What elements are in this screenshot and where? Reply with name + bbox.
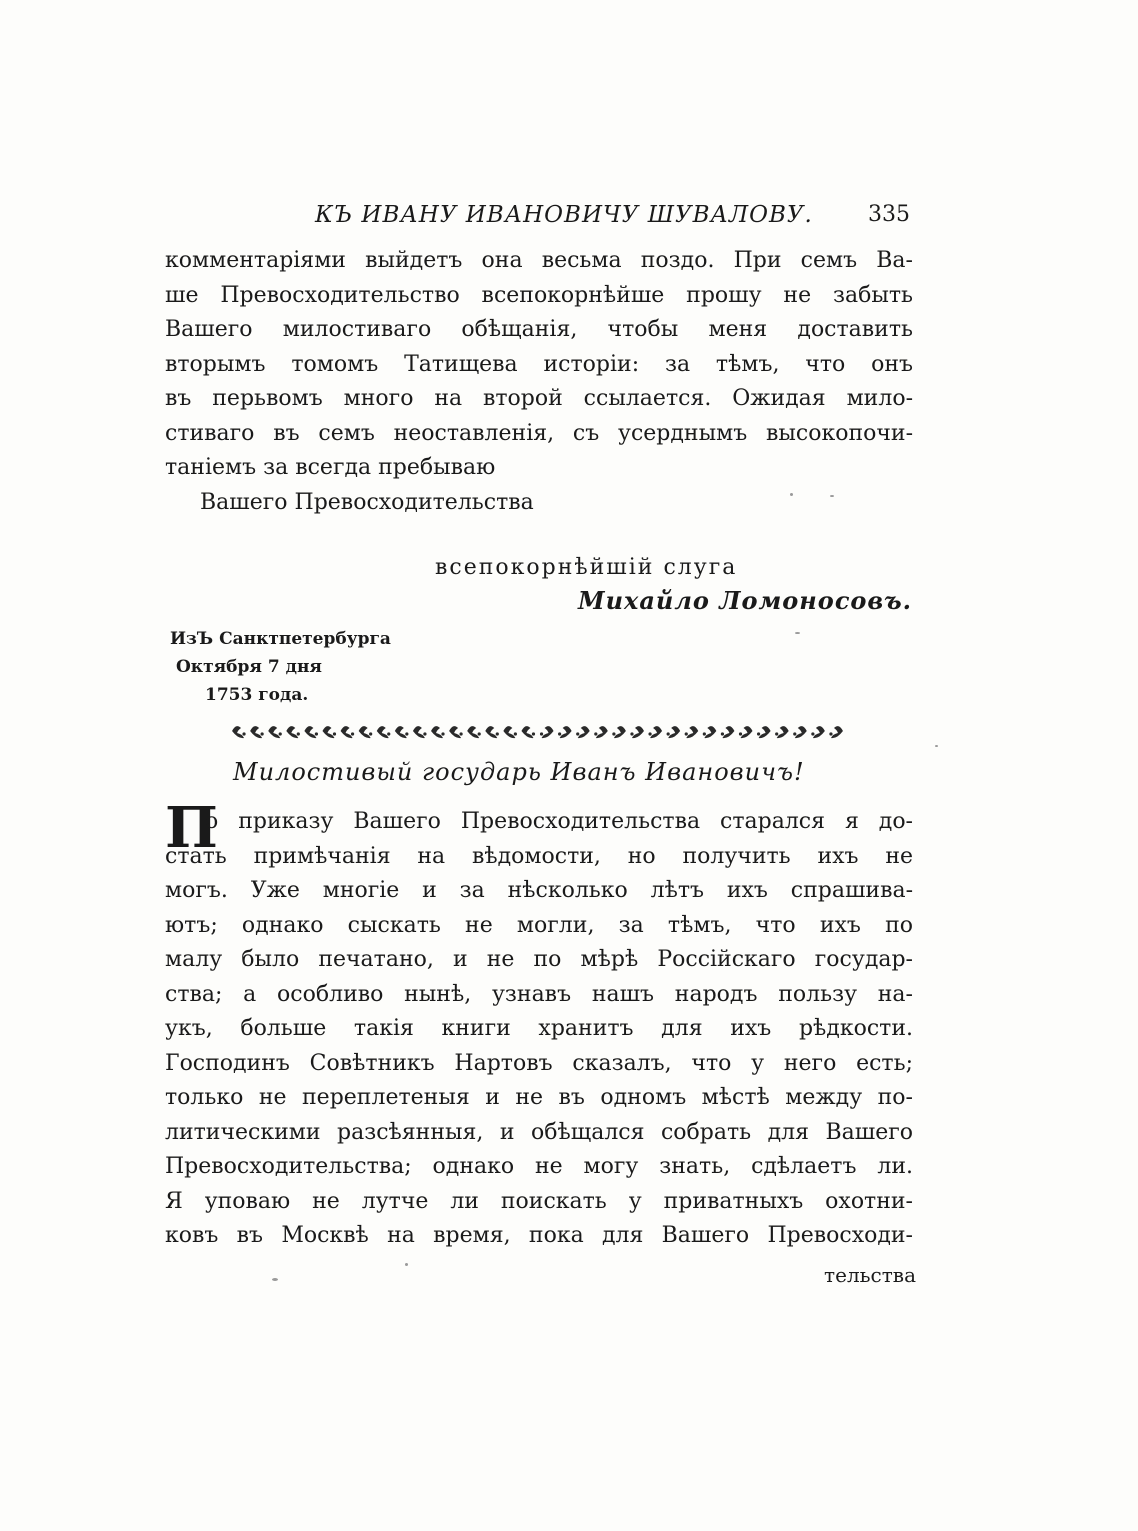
signature: Михайло Ломоносовъ. [578,586,912,615]
text-line: стать примѣчанія на вѣдомости, но получить ихъ не [165,843,913,869]
paper-speck [790,493,793,496]
fleuron [413,726,425,738]
text-line: въ перьвомъ много на второй ссылается. Ожидая мило- [165,386,913,411]
fleuron-dot [441,732,444,735]
fleuron [795,726,807,738]
text-line: Превосходительства; однако не могу знать, сдѣлаетъ ли. [165,1154,913,1179]
fleuron [268,726,280,738]
fleuron-dot [242,732,245,735]
text-line: Вашего милостиваго обѣщанія, чтобы меня доставить [165,317,913,342]
paper-speck [405,1263,408,1266]
fleuron-dot [261,732,264,735]
page-number: 335 [868,202,910,227]
fleuron [686,726,698,738]
fleuron [542,726,554,738]
fleuron-dot [594,732,597,735]
running-title: КЪ ИВАНУ ИВАНОВИЧУ ШУВАЛОВУ. [315,202,813,228]
fleuron [632,726,644,738]
fleuron-dot [405,732,408,735]
fleuron [395,726,407,738]
fleuron [741,726,753,738]
paper-speck [935,745,938,747]
catchword: тельства [824,1263,916,1287]
fleuron [614,726,626,738]
fleuron [431,726,443,738]
text-line: только не переплетеныя и не въ одномъ мѣстѣ между по- [165,1085,913,1110]
fleuron [449,726,461,738]
fleuron-dot [648,732,651,735]
drop-cap: П [165,795,218,861]
dateline-year: 1753 года. [205,685,309,705]
fleuron [722,726,734,738]
fleuron [668,726,680,738]
fleuron-dot [630,732,633,735]
fleuron [831,726,843,738]
new-letter-body [165,805,913,1254]
text-line: комментаріями выйдетъ она весьма поздо. При семъ Ва- [165,248,913,273]
fleuron-dot [478,732,481,735]
fleuron [578,726,590,738]
fleuron-dot [576,732,579,735]
paper-speck [272,1278,278,1281]
page-header [165,200,910,236]
paper-speck [795,632,800,634]
dateline [170,625,391,709]
fleuron-dot [612,732,615,735]
fleuron [813,726,825,738]
fleuron [503,726,515,738]
fleuron [467,726,479,738]
fleuron [304,726,316,738]
fleuron [232,726,244,738]
fleuron-dot [315,732,318,735]
fleuron-dot [757,732,760,735]
closing-servant: всепокорнѣйшій слуга [435,555,738,580]
fleuron-dot [423,732,426,735]
fleuron [341,726,353,738]
fleuron [485,726,497,738]
fleuron-dot [532,732,535,735]
fleuron-dot [667,732,670,735]
fleuron-dot [514,732,517,735]
text-line: о приказу Вашего Превосходительства старался я до- [205,809,913,834]
fleuron [322,726,334,738]
fleuron-dot [775,732,778,735]
fleuron-dot [351,732,354,735]
fleuron-dot [558,732,561,735]
fleuron-dot [829,732,832,735]
fleuron-dot [297,732,300,735]
fleuron-dot [540,732,543,735]
text-line: таніемъ за всегда пребываю [165,455,496,480]
text-line: укъ, больше такія книги хранитъ для ихъ рѣдкости. [165,1016,913,1041]
dateline-place: ИзЪ Санктпетербурга [170,629,391,649]
fleuron [596,726,608,738]
fleuron-dot [721,732,724,735]
fleuron [286,726,298,738]
text-line: ютъ; однако сыскать не могли, за тѣмъ, что ихъ по [165,912,913,938]
fleuron-dot [739,732,742,735]
fleuron [560,726,572,738]
fleuron-dot [369,732,372,735]
fleuron [377,726,389,738]
fleuron-dot [279,732,282,735]
fleuron [250,726,262,738]
fleuron [650,726,662,738]
fleuron-dot [460,732,463,735]
text-line: ства; а особливо нынѣ, узнавъ нашъ народъ пользу на- [165,981,913,1007]
fleuron [759,726,771,738]
fleuron-dot [685,732,688,735]
text-line: ковъ въ Москвѣ на время, пока для Вашего Превосходи- [165,1223,913,1248]
fleuron [521,726,533,738]
dateline-date: Октября 7 дня [176,657,322,677]
fleuron-dot [333,732,336,735]
text-line: ше Превосходительство всепокорнѣйше прошу не забыть [165,282,913,308]
text-line: Я уповаю не лутче ли поискать у приватныхъ охотни- [165,1188,913,1214]
fleuron [777,726,789,738]
fleuron-dot [793,732,796,735]
paper-speck [830,495,834,497]
fleuron-dot [387,732,390,735]
fleuron-dot [703,732,706,735]
text-line: Господинъ Совѣтникъ Нартовъ сказалъ, что у него есть; [165,1050,913,1076]
letter-continuation [165,244,913,486]
ornament-divider [230,722,845,740]
text-line: вторымъ томомъ Татищева исторіи: за тѣмъ, что онъ [165,351,913,377]
fleuron-dot [811,732,814,735]
text-line: стиваго въ семъ неоставленія, съ усерднымъ высокопочи- [165,420,913,446]
text-line: литическими разсѣянныя, и обѣщался собрать для Вашего [165,1119,913,1145]
salutation: Милостивый государь Иванъ Ивановичъ! [233,758,805,786]
closing-address: Вашего Превосходительства [200,490,534,515]
fleuron-dot [496,732,499,735]
text-line: могъ. Уже многіе и за нѣсколько лѣтъ ихъ спрашива- [165,878,913,903]
fleuron [704,726,716,738]
fleuron [359,726,371,738]
text-line: малу было печатано, и не по мѣрѣ Россійскаго государ- [165,947,913,972]
